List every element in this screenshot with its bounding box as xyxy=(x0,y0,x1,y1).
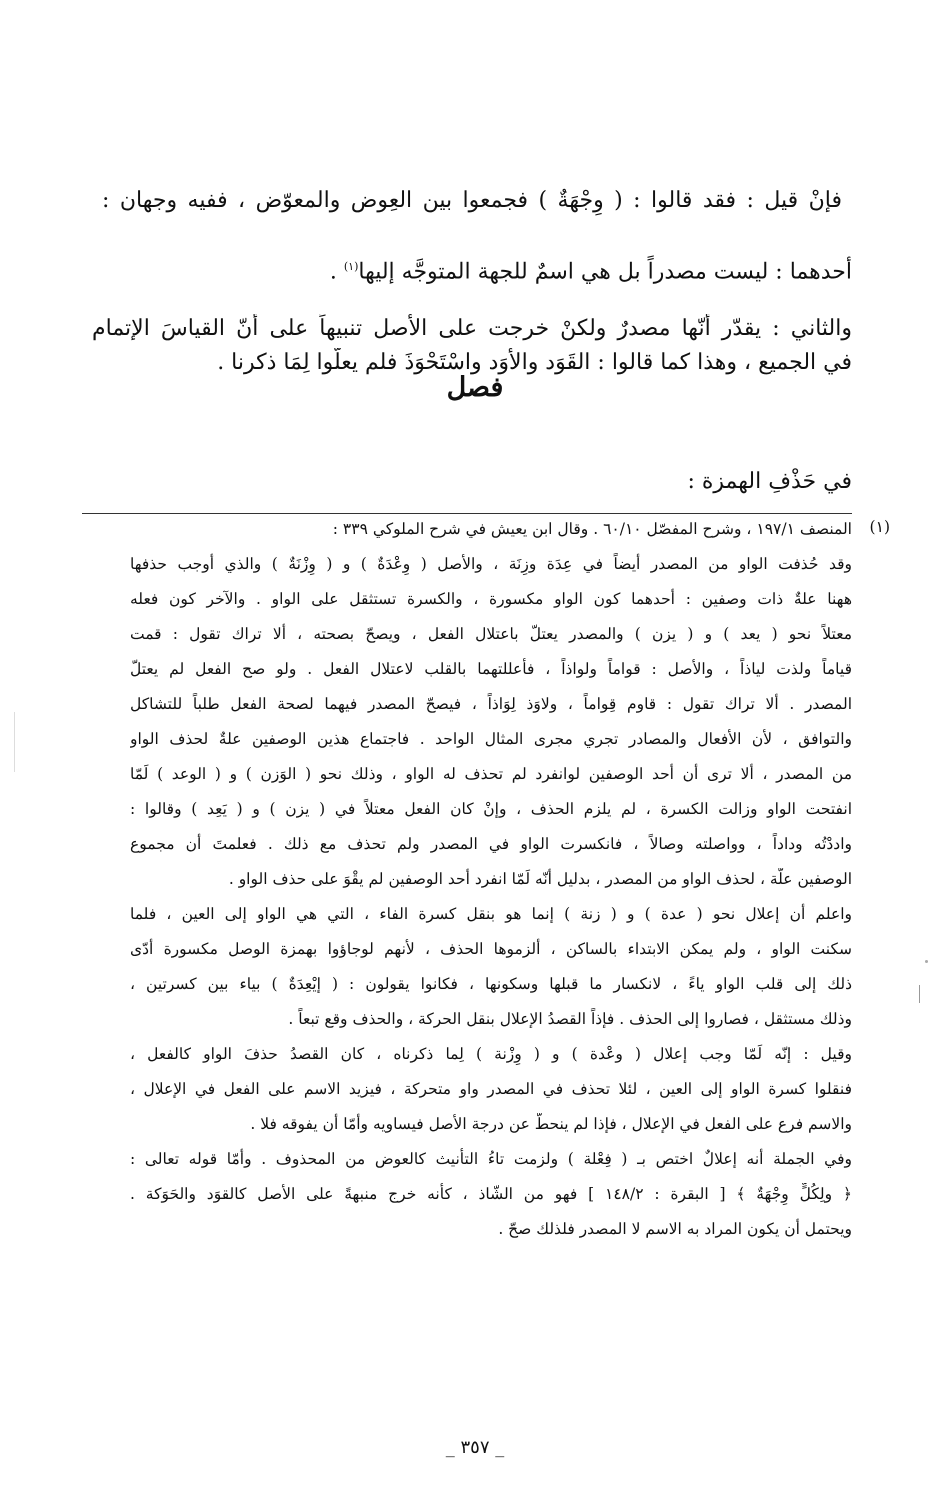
footnote-separator xyxy=(82,513,852,514)
main-line-2-text: أحدهما : ليست مصدراً بل هي اسمٌ للجهة المتوجَّه إليها xyxy=(358,259,852,284)
footnote-line-14: ذلك إلى قلب الواو ياءً ، لانكسار ما قبلها وسكونها ، فكانوا يقولون : ( إيْعِدَةٌ ) بياء بين كسرتين ، xyxy=(130,975,852,993)
footnote-line-9: انفتحت الواو وزالت الكسرة ، لم يلزم الحذف ، وإنْ كان الفعل معتلاً في ( يزن ) و ( يَعِد ) وقالوا : xyxy=(130,800,852,818)
main-line-4: في الجميع ، وهذا كما قالوا : القَوَد والأوَد واسْتَحْوَذَ فلم يعلّوا لِمَا ذكرنا . xyxy=(217,350,852,375)
margin-mark xyxy=(919,985,920,1003)
footnote-line-8: من المصدر ، ألا ترى أن أحد الوصفين لوانفرد لم تحذف له الواو ، وذلك نحو ( الوَزن ) و ( الوعد ) لَمّا xyxy=(130,765,852,783)
footnote-line-5: قياماً ولذت لياذاً ، والأصل : قواماً ولواذاً ، فأعللتهما بالقلب لاعتلال الفعل . ولو صح الفعل لم يعتلّ xyxy=(130,660,852,678)
footnote-line-17: فنقلوا كسرة الواو إلى العين ، لئلا تحذف في المصدر واو متحركة ، فيزيد الاسم على الفعل في الإعلال ، xyxy=(130,1080,852,1098)
main-line-1: فإنْ قيل : فقد قالوا : ( وِجْهَةٌ ) فجمعوا بين العِوض والمعوّض ، ففيه وجهان : xyxy=(102,188,842,213)
footnote-line-11: الوصفين علّة ، لحذف الواو من المصدر ، بدليل أنّه لَمّا انفرد أحد الوصفين لم يقْوَ على حذف الواو . xyxy=(228,870,852,888)
scan-margin-line xyxy=(14,712,15,772)
footnote-line-3: ههنا علةٌ ذات وصفين : أحدهما كون الواو مكسورة ، والكسرة تستثقل على الواو . والآخر كون فعله xyxy=(130,590,852,608)
footnote-line-21: ويحتمل أن يكون المراد به الاسم لا المصدر فلذلك صحّ . xyxy=(498,1220,852,1238)
footnote-line-1: المنصف ١٩٧/١ ، وشرح المفصّل ٦٠/١٠ . وقال ابن يعيش في شرح الملوكي ٣٣٩ : xyxy=(332,520,852,538)
footnote-reference[interactable]: (١) xyxy=(343,260,359,273)
footnote-line-19: وفي الجملة أنه إعلالٌ اختص بـ ( فِعْلة ) ولزمت تاءُ التأنيث كالعوض من المحذوف . وأمّا قوله تعالى : xyxy=(130,1150,852,1168)
main-line-2 xyxy=(92,252,852,284)
main-line-3: والثاني : يقدّر أنّها مصدرٌ ولكنْ خرجت على الأصل تنبيهاً على أنّ القياسَ الإتمام xyxy=(92,316,852,341)
page-number: _ ٣٥٧ _ xyxy=(445,1437,505,1458)
footnote-line-18: والاسم فرع على الفعل في الإعلال ، فإذا لم ينحطّ عن درجة الأصل فيساويه وأمّا أن يفوقه فلا . xyxy=(250,1115,852,1133)
footnote-line-20: ﴿ ولِكُلٍّ وِجْهَةٌ ﴾ [ البقرة : ١٤٨/٢ ] فهو من الشّاذ ، كأنه خرج منبهةً على الأصل كالقوَد والحَوَكة . xyxy=(130,1185,852,1203)
footnote-line-7: والتوافق ، لأن الأفعال والمصادر تجري مجرى المثال الواحد . فاجتماع هذين الوصفين علةٌ لحذف الواو xyxy=(130,730,852,748)
margin-dot xyxy=(925,960,928,963)
footnote-line-2: وقد حُذفت الواو من المصدر أيضاً في عِدَة وزِنَة ، والأصل ( وِعْدَةٌ ) و ( وِزْنَةٌ ) والذي أوجب حذفها xyxy=(130,555,852,573)
footnote-line-10: واددْتُه وداداً ، وواصلته وصالاً ، فانكسرت الواو في المصدر ولم تحذف مع ذلك . فعلمتَ أن مجموع xyxy=(130,835,852,853)
footnote-line-12: واعلم أن إعلال نحو ( عدة ) و ( زنة ) إنما هو بنقل كسرة الفاء ، التي هي الواو إلى العين ، فلما xyxy=(130,905,852,923)
footnote-line-4: معتلاً نحو ( يعد ) و ( يزن ) والمصدر يعتلّ باعتلال الفعل ، ويصحّ بصحته ، ألا تراك تقول : قمت xyxy=(130,625,852,643)
section-title: فصل xyxy=(446,372,504,403)
footnote-line-13: سكنت الواو ، ولم يمكن الابتداء بالساكن ، ألزموها الحذف ، لأنهم لوجاؤوا بهمزة الوصل مكسورة أدّى xyxy=(130,940,852,958)
main-line-2-tail: . xyxy=(329,259,344,284)
footnote-line-6: المصدر . ألا تراك تقول : قاوم قِواماً ، ولاوَذ لِوَاذاً ، فيصحّ المصدر فيهما لصحة الفعل طلباً للتشاكل xyxy=(130,695,852,713)
footnote-line-15: وذلك مستثقل ، فصاروا إلى الحذف . فإذاً القصدُ الإعلال بنقل الحركة ، والحذف وقع تبعاً . xyxy=(288,1010,852,1028)
footnote-line-16: وقيل : إنّه لَمّا وجب إعلال ( وعْدة ) و ( وِزْنة ) لِما ذكرناه ، كان القصدُ حذفَ الواو كالفعل ، xyxy=(130,1045,852,1063)
section-subtitle: في حَذْفِ الهمزة : xyxy=(687,469,852,494)
footnote-marker: (١) xyxy=(869,518,890,536)
